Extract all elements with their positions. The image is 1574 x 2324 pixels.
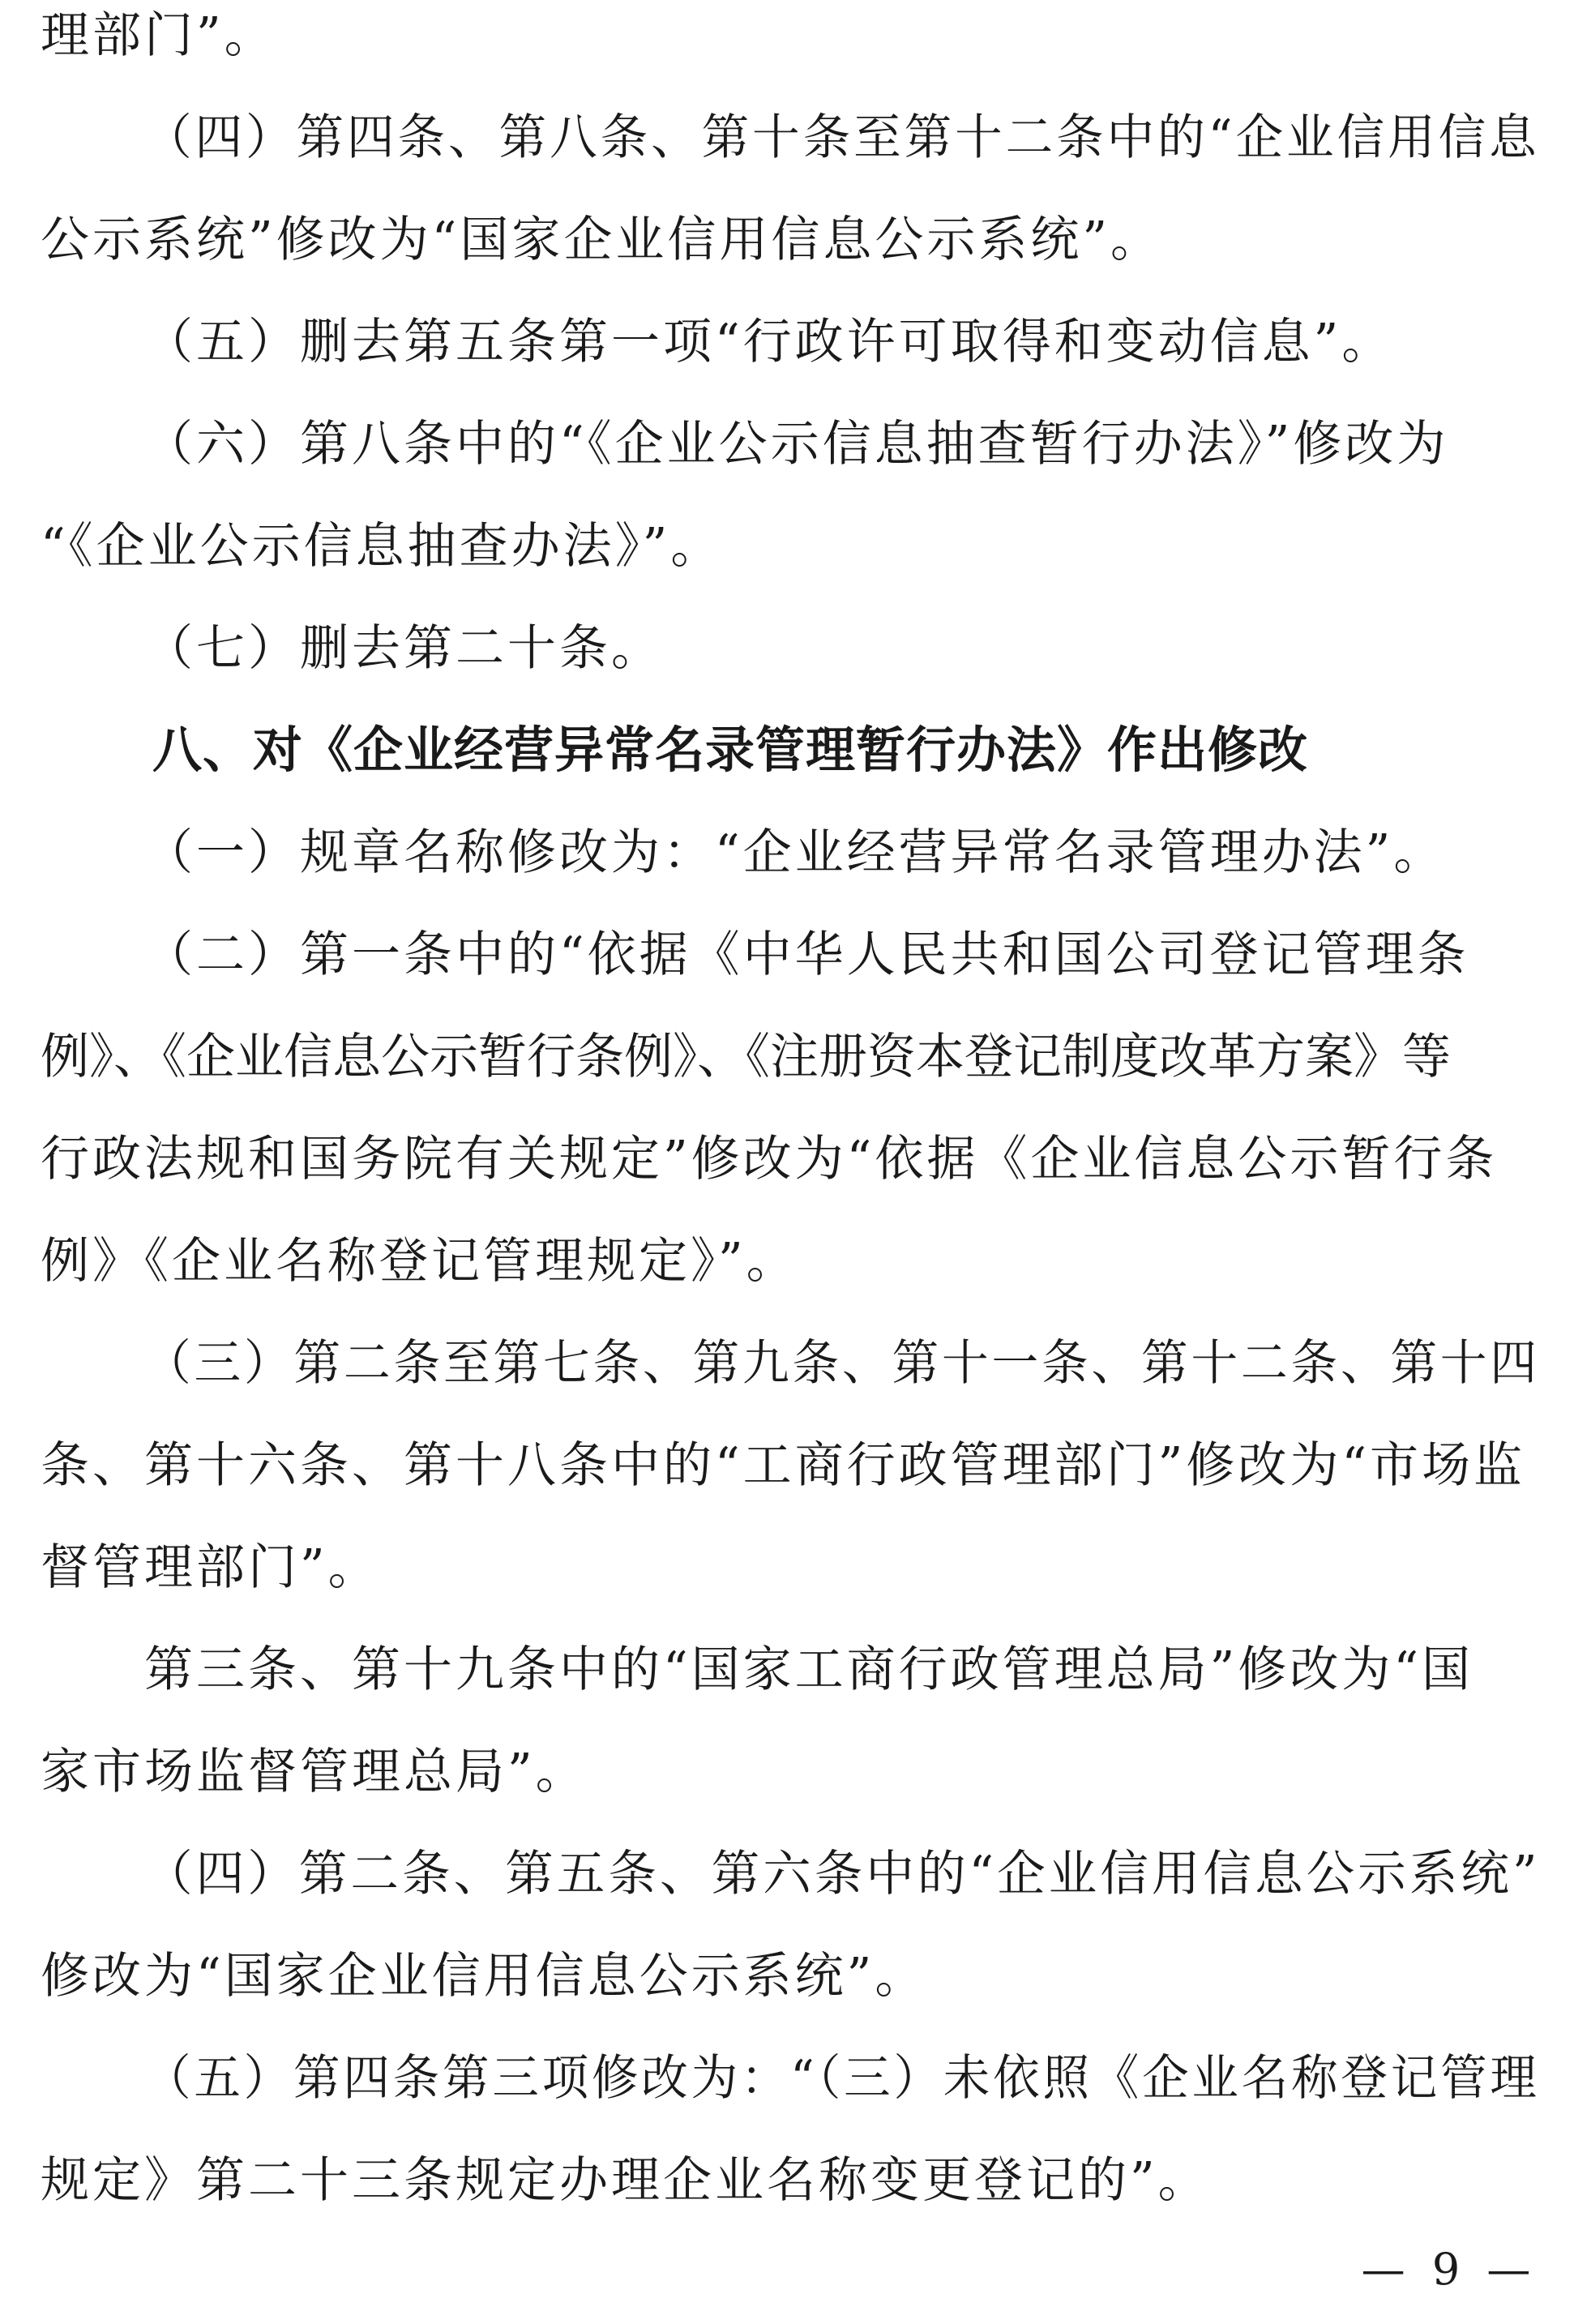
text-line: 规定》第二十三条规定办理企业名称变更登记的”。 [41, 2152, 1210, 2209]
text-line: 修改为“国家企业信用信息公示系统”。 [41, 1948, 927, 2005]
text-line: （一）规章名称修改为：“企业经营异常名录管理办法”。 [144, 824, 1446, 881]
text-line: 督管理部门”。 [41, 1539, 380, 1596]
text-line: 条、第十六条、第十八条中的“工商行政管理部门”修改为“市场监 [41, 1437, 1526, 1494]
text-line: （五）第四条第三项修改为：“（三）未依照《企业名称登记管理 [144, 2050, 1540, 2107]
text-line: （二）第一条中的“依据《中华人民共和国公司登记管理条 [144, 927, 1469, 983]
text-line: “《企业公示信息抽查办法》”。 [41, 518, 723, 575]
text-line: 理部门”。 [41, 7, 276, 64]
section-heading: 八、对《企业经营异常名录管理暂行办法》作出修改 [152, 721, 1309, 779]
page-number: — 9 — [1361, 2244, 1538, 2295]
text-line: 家市场监督管理总局”。 [41, 1744, 588, 1800]
text-line: 行政法规和国务院有关规定”修改为“依据《企业信息公示暂行条 [41, 1131, 1498, 1188]
text-line: （七）删去第二十条。 [144, 620, 663, 677]
text-line: （六）第八条中的“《企业公示信息抽查暂行办法》”修改为 [144, 416, 1449, 473]
text-line: 公示系统”修改为“国家企业信用信息公示系统”。 [41, 212, 1163, 268]
text-line: （三）第二条至第七条、第九条、第十一条、第十二条、第十四 [144, 1335, 1540, 1392]
text-line: （四）第四条、第八条、第十条至第十二条中的“企业信用信息 [144, 109, 1540, 166]
text-line: （五）删去第五条第一项“行政许可取得和变动信息”。 [144, 314, 1394, 370]
text-line: 例》《企业名称登记管理规定》”。 [41, 1233, 798, 1290]
text-line: （四）第二条、第五条、第六条中的“企业信用信息公示系统” [144, 1846, 1541, 1902]
text-line: 第三条、第十九条中的“国家工商行政管理总局”修改为“国 [144, 1641, 1474, 1698]
text-line: 例》、《企业信息公示暂行条例》、《注册资本登记制度改革方案》等 [41, 1029, 1451, 1085]
